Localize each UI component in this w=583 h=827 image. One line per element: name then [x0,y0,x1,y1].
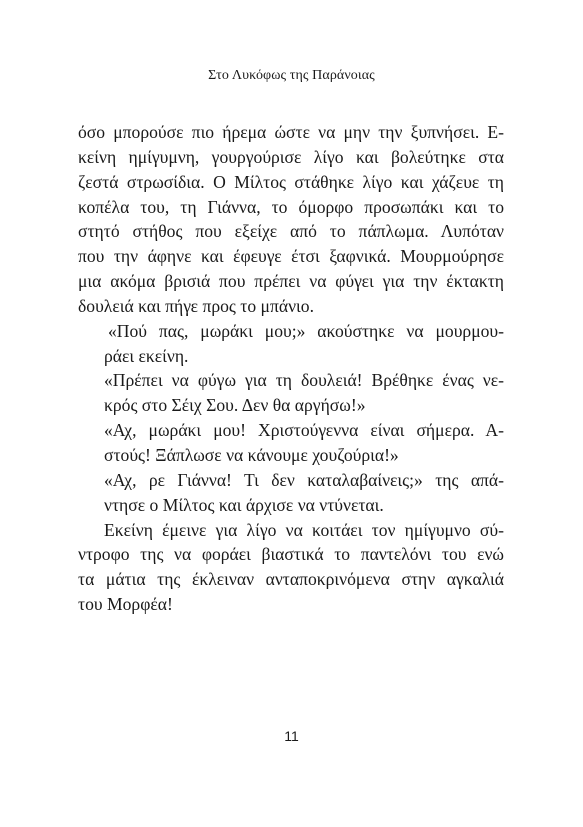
body-text [78,120,504,617]
text-line: «Αχ, ρε Γιάννα! Τι δεν καταλαβαίνεις;» της απά- [104,469,504,490]
text-line: κρός στο Σέιχ Σου. Δεν θα αργήσω!» [104,395,366,416]
text-line: Εκείνη έμεινε για λίγο να κοιτάει τον ημίγυμνο σύ- [104,519,504,540]
text-line: ντροφο της να φοράει βιαστικά το παντελόνι του ενώ [78,544,504,565]
text-line: «Πρέπει να φύγω για τη δουλειά! Βρέθηκε ένας νε- [104,370,504,391]
text-line: κείνη ημίγυμνη, γουργούρισε λίγο και βολεύτηκε στα [78,146,504,167]
page-number: 11 [284,728,299,744]
text-line: τα μάτια της έκλειναν ανταποκρινόμενα στην αγκαλιά [78,569,504,590]
text-line: ράει εκείνη. [104,345,189,366]
text-line: ζεστά στρωσίδια. Ο Μίλτος στάθηκε λίγο και χάζευε τη [78,171,504,192]
text-line: όσο μπορούσε πιο ήρεμα ώστε να μην την ξυπνήσει. Ε- [78,122,504,142]
text-line: στούς! Ξάπλωσε να κάνουμε χουζούρια!» [104,444,399,465]
text-line: στητό στήθος που εξείχε από το πάπλωμα. Λυπόταν [78,221,504,242]
text-line: ντησε ο Μίλτος και άρχισε να ντύνεται. [104,494,384,515]
text-line: «Αχ, μωράκι μου! Χριστούγεννα είναι σήμερα. Α- [104,420,504,441]
running-head-title: Στο Λυκόφως της Παράνοιας [208,68,375,83]
text-line: μια ακόμα βρισιά που πρέπει να φύγει για την έκτακτη [78,271,504,292]
text-line: κοπέλα του, τη Γιάννα, το όμορφο προσωπάκι και το [78,196,504,217]
text-line: «Πού πας, μωράκι μου;» ακούστηκε να μουρμου- [108,320,504,341]
text-line: δουλειά και πήγε προς το μπάνιο. [78,295,314,316]
text-line: που την άφηνε και έφευγε έτσι ξαφνικά. Μουρμούρησε [78,246,504,267]
text-line: του Μορφέα! [78,594,173,615]
